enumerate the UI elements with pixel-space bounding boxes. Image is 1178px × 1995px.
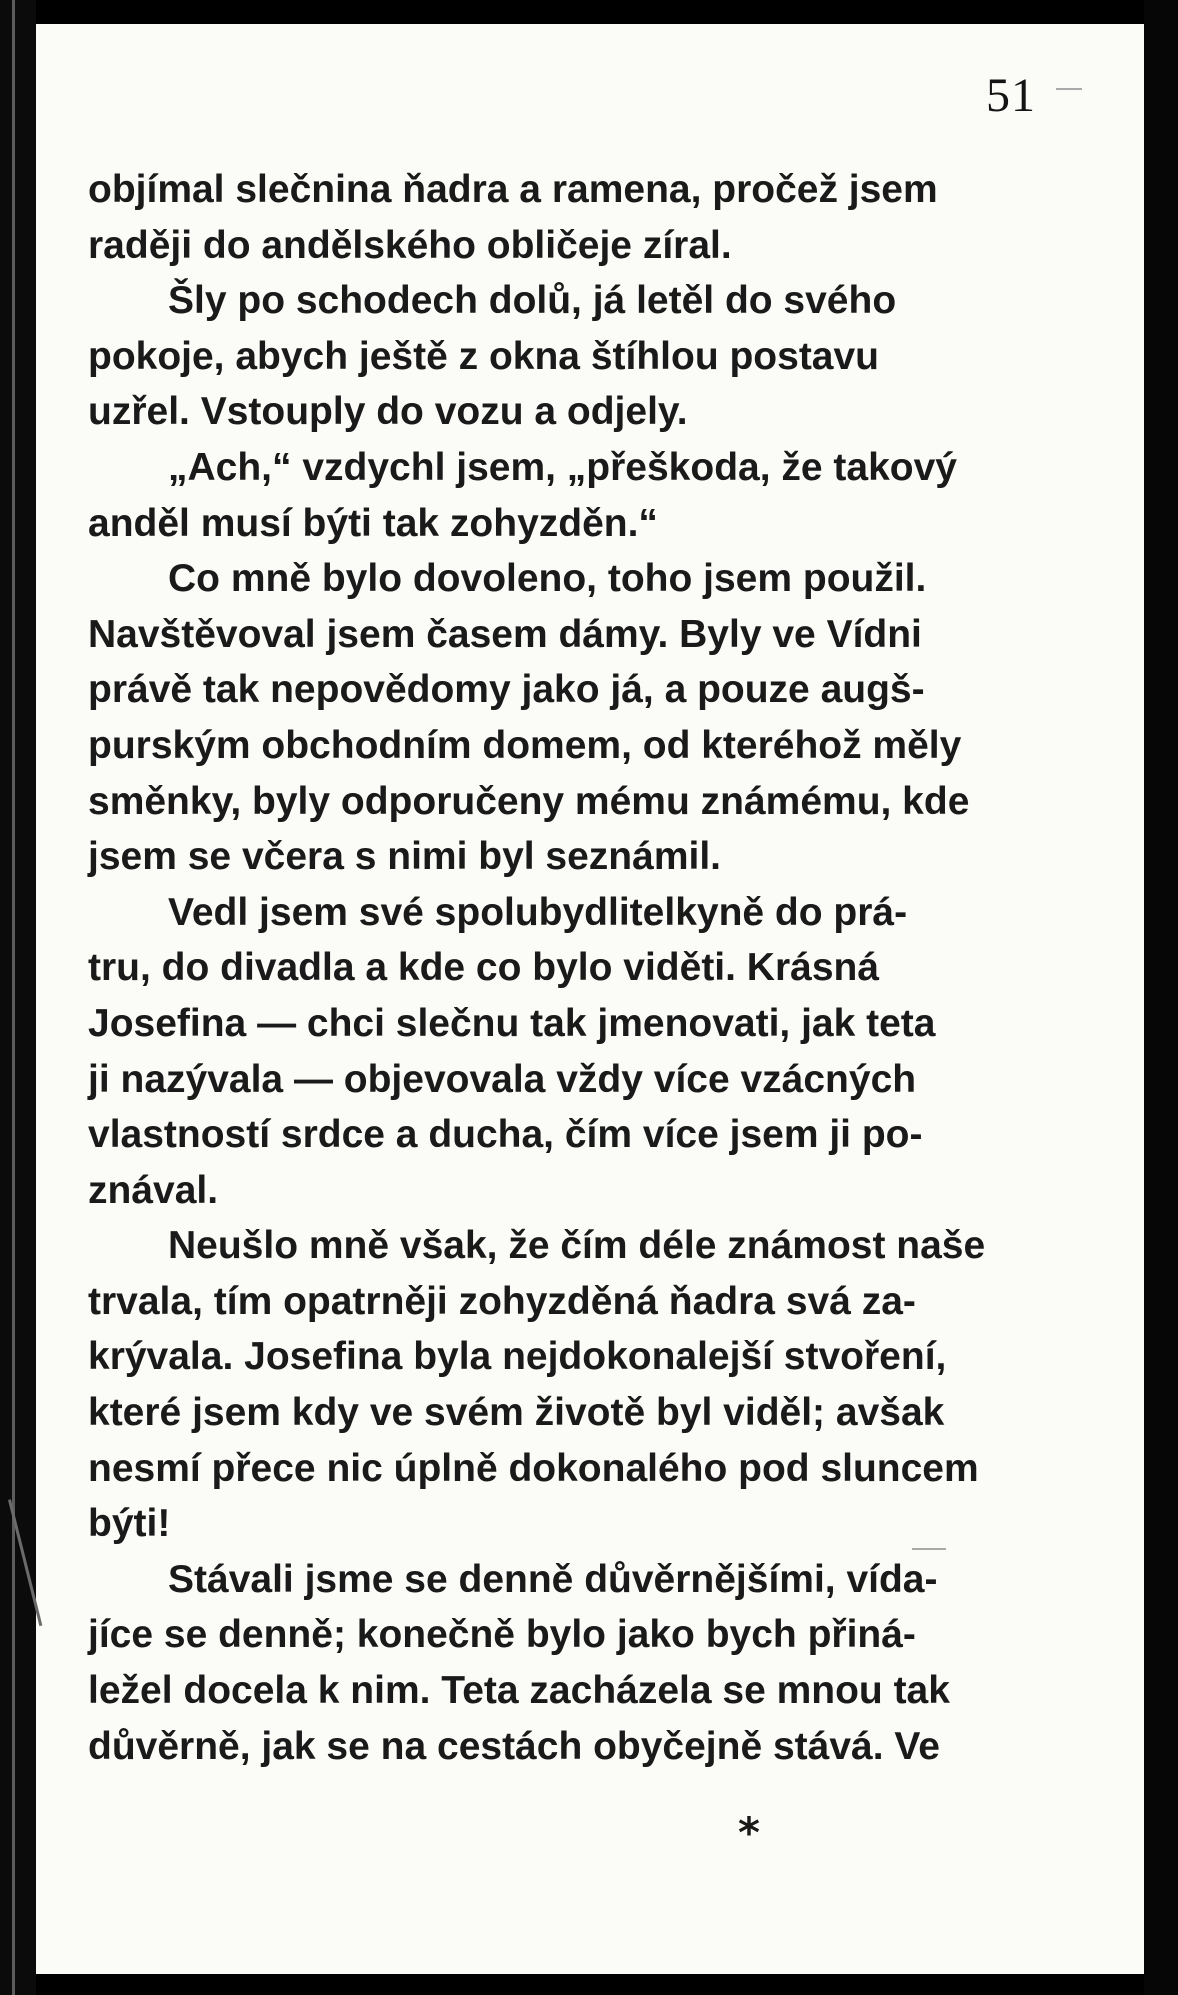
text-line: Co mně bylo dovoleno, toho jsem použil. xyxy=(168,557,927,601)
stray-mark xyxy=(912,1548,946,1550)
text-line: znával. xyxy=(88,1168,219,1212)
text-line: právě tak nepovědomy jako já, a pouze augš- xyxy=(88,668,925,712)
text-line: Neušlo mně však, že čím déle známost naše xyxy=(168,1224,986,1268)
page-number: 51 xyxy=(986,69,1036,122)
book-page xyxy=(36,24,1144,1974)
left-dark-margin xyxy=(0,0,36,1995)
text-line: anděl musí býti tak zohyzděn.“ xyxy=(88,501,658,545)
stray-mark xyxy=(1056,88,1082,90)
text-line: ji nazývala — objevovala vždy více vzácných xyxy=(88,1057,917,1101)
text-line: Josefina — chci slečnu tak jmenovati, jak teta xyxy=(88,1001,936,1045)
text-line: ležel docela k nim. Teta zacházela se mnou tak xyxy=(88,1669,950,1713)
text-line: jsem se včera s nimi byl seznámil. xyxy=(88,835,722,879)
text-line: tru, do divadla a kde co bylo viděti. Krásná xyxy=(88,946,880,990)
text-line: směnky, byly odporučeny mému známému, kde xyxy=(88,779,970,823)
text-line: Šly po schodech dolů, já letěl do svého xyxy=(168,279,897,323)
text-line: které jsem kdy ve svém životě byl viděl; avšak xyxy=(88,1391,945,1435)
text-line: „Ach,“ vzdychl jsem, „přeškoda, že takový xyxy=(168,445,957,489)
spine-line xyxy=(12,0,15,1995)
text-line: Vedl jsem své spolubydlitelkyně do prá- xyxy=(168,890,908,934)
text-line: raději do andělského obličeje zíral. xyxy=(88,223,732,267)
signature-mark: * xyxy=(738,1808,760,1857)
text-line: krývala. Josefina byla nejdokonalejší stvoření, xyxy=(88,1335,947,1379)
right-dark-edge xyxy=(1144,0,1178,1995)
text-line: purským obchodním domem, od kteréhož měly xyxy=(88,723,962,767)
text-line: jíce se denně; konečně bylo jako bych přiná- xyxy=(88,1613,916,1657)
text-line: býti! xyxy=(88,1502,171,1546)
text-line: důvěrně, jak se na cestách obyčejně stává. Ve xyxy=(88,1724,940,1768)
text-line: objímal slečnina ňadra a ramena, pročež jsem xyxy=(88,168,938,211)
body-text xyxy=(88,162,1008,1774)
text-line: trvala, tím opatrněji zohyzděná ňadra svá za- xyxy=(88,1279,916,1323)
text-line: Stávali jsme se denně důvěrnějšími, vída- xyxy=(168,1557,938,1601)
text-line: vlastností srdce a ducha, čím více jsem ji po- xyxy=(88,1113,923,1157)
text-line: uzřel. Vstouply do vozu a odjely. xyxy=(88,390,688,434)
text-line: pokoje, abych ještě z okna štíhlou postavu xyxy=(88,334,880,378)
text-line: nesmí přece nic úplně dokonalého pod sluncem xyxy=(88,1446,979,1490)
text-line: Navštěvoval jsem časem dámy. Byly ve Vídni xyxy=(88,612,922,656)
